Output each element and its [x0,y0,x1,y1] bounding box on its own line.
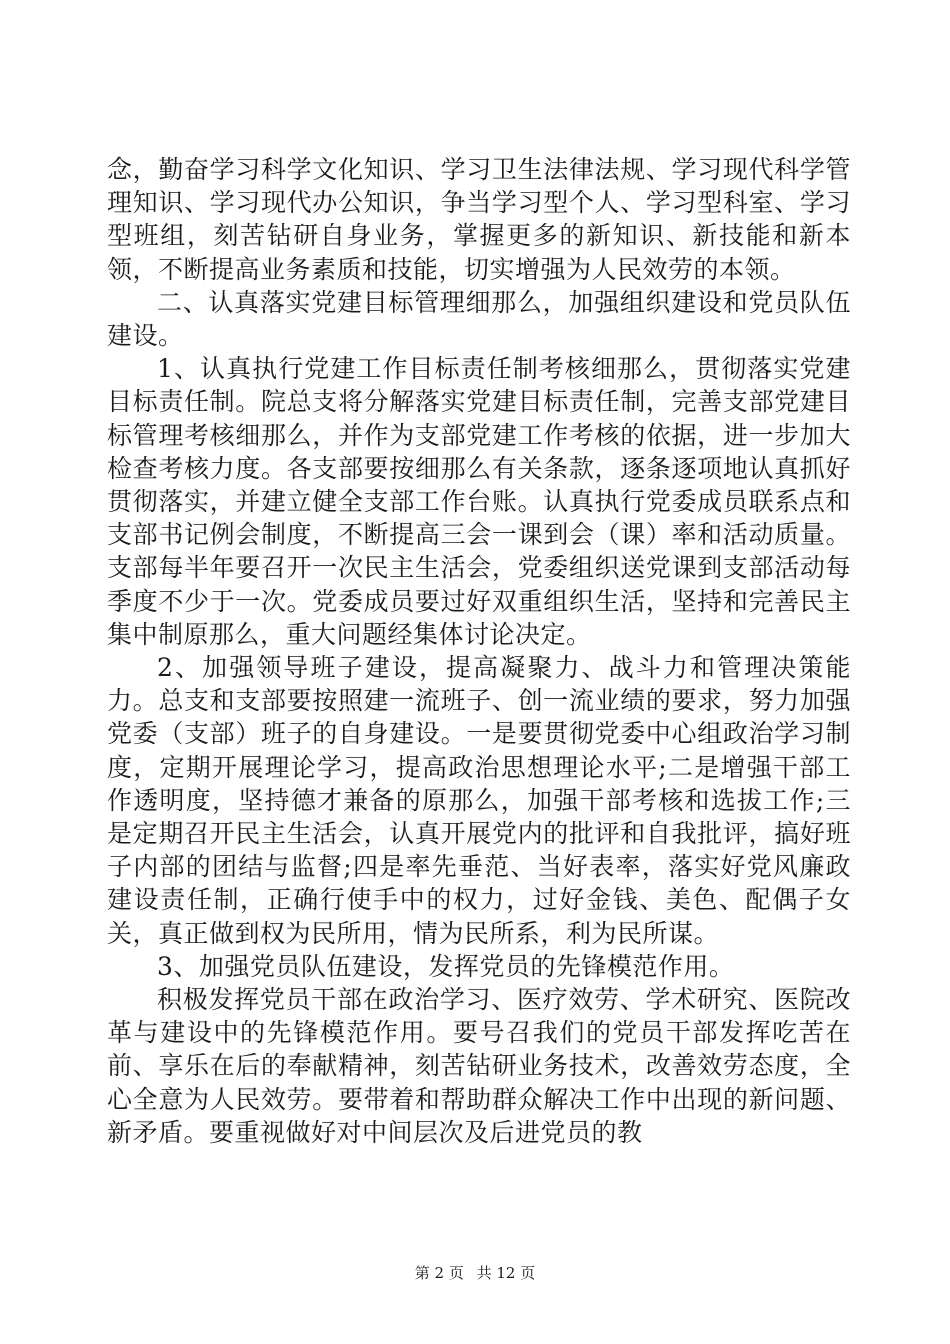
page-number: 第 2 页 [414,1264,464,1282]
page-footer [0,1262,950,1283]
paragraph-5: 3、加强党员队伍建设，发挥党员的先锋模范作用。 [157,951,735,981]
paragraph-3: 1、认真执行党建工作目标责任制考核细那么，贯彻落实党建目标责任制。院总支将分解落实党建目标责任制，完善支部党建目标管理考核细那么，并作为支部党建工作考核的依据，进一步加大检查考核力度。各支部要按细那么有关条款，逐条逐项地认真抓好贯彻落实，并建立健全支部工作台账。认真执行党委成员联系点和支部书记例会制度，不断提高三会一课到会（课）率和活动质量。支部每半年要召开一次民主生活会，党委组织送党课到支部活动每季度不少于一次。党委成员要过好双重组织生活，坚持和完善民主集中制原那么，重大问题经集体讨论决定。 [107,354,851,649]
paragraph-6: 积极发挥党员干部在政治学习、医疗效劳、学术研究、医院改革与建设中的先锋模范作用。要号召我们的党员干部发挥吃苦在前、享乐在后的奉献精神，刻苦钻研业务技术，改善效劳态度，全心全意为人民效劳。要带着和帮助群众解决工作中出现的新问题、新矛盾。要重视做好对中间层次及后进党员的教 [107,985,851,1147]
paragraph-1: 念，勤奋学习科学文化知识、学习卫生法律法规、学习现代科学管理知识、学习现代办公知识，争当学习型个人、学习型科室、学习型班组，刻苦钻研自身业务，掌握更多的新知识、新技能和新本领，不断提高业务素质和技能，切实增强为人民效劳的本领。 [107,155,851,284]
document-body [107,153,851,1149]
paragraph-4: 2、加强领导班子建设，提高凝聚力、战斗力和管理决策能力。总支和支部要按照建一流班子、创一流业绩的要求，努力加强党委（支部）班子的自身建设。一是要贯彻党委中心组政治学习制度，定期开展理论学习，提高政治思想理论水平;二是增强干部工作透明度，坚持德才兼备的原那么，加强干部考核和选拔工作;三是定期召开民主生活会，认真开展党内的批评和自我批评，搞好班子内部的团结与监督;四是率先垂范、当好表率，落实好党风廉政建设责任制，正确行使手中的权力，过好金钱、美色、配偶子女关，真正做到权为民所用，情为民所系，利为民所谋。 [107,653,851,948]
page-total: 共 12 页 [476,1264,536,1282]
paragraph-2: 二、认真落实党建目标管理细那么，加强组织建设和党员队伍建设。 [107,287,851,351]
